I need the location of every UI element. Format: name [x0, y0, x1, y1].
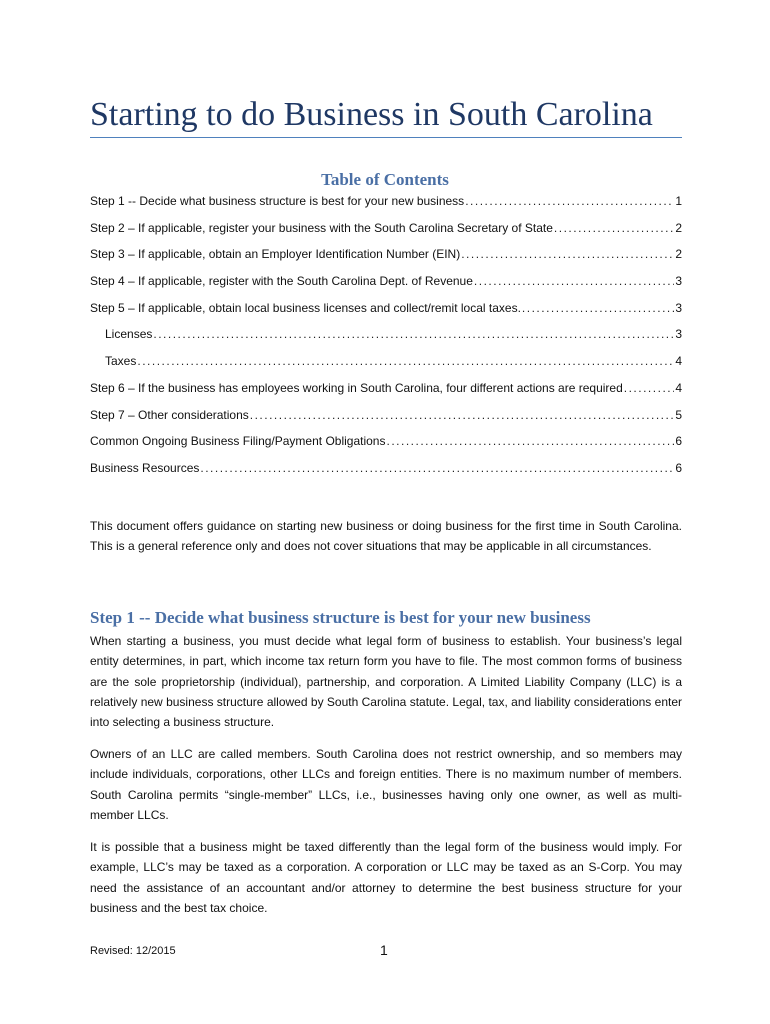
toc-leader-dots — [200, 461, 674, 475]
toc-entry-page: 3 — [675, 327, 682, 342]
toc-leader-dots — [474, 274, 674, 288]
toc-leader-dots — [624, 381, 675, 395]
document-title: Starting to do Business in South Carolina — [90, 96, 653, 133]
table-of-contents — [90, 194, 682, 488]
toc-entry-business-resources[interactable] — [90, 461, 682, 488]
page-number: 1 — [380, 942, 388, 958]
step-1-paragraph-3: It is possible that a business might be taxed differently than the legal form of the business would imply. For example, LLC’s may be taxed as a corporation. A corporation or LLC may be taxed as an S-Corp. You may need the assistance of an accountant and/or attorney to determine the best business structure for your business and the best tax choice. — [90, 840, 682, 915]
step-1-paragraph-2: Owners of an LLC are called members. South Carolina does not restrict ownership, and so members may include individuals, corporations, other LLCs and foreign entities. There is no maximum number of members. South Carolina permits “single-member” LLCs, i.e., businesses having only one owner, as well as multi-member LLCs. — [90, 747, 682, 822]
step-1-heading: Step 1 -- Decide what business structure is best for your new business — [90, 608, 591, 627]
toc-entry-text: Step 1 -- Decide what business structure is best for your new business — [90, 194, 465, 208]
toc-heading: Table of Contents — [321, 170, 449, 189]
toc-entry-page: 3 — [675, 274, 682, 289]
toc-leader-dots — [522, 301, 674, 315]
toc-entry-page: 6 — [675, 460, 682, 475]
intro-paragraph: This document offers guidance on starting new business or doing business for the first time in South Carolina. This is a general reference only and does not cover situations that may be applicable in all circumstances. — [90, 519, 682, 554]
toc-entry-step-1[interactable] — [90, 194, 682, 221]
toc-entry-step-5[interactable] — [90, 301, 682, 328]
toc-leader-dots — [137, 354, 674, 368]
toc-entry-text: Taxes — [105, 354, 137, 369]
toc-entry-page: 3 — [675, 300, 682, 315]
toc-entry-text: Step 5 – If applicable, obtain local business licenses and collect/remit local taxes. — [90, 300, 521, 315]
step-1-paragraph-1: When starting a business, you must decide what legal form of business to establish. Your business’s legal entity determines, in part, which income tax return form you have to file. The most common forms of business are the sole proprietorship (individual), partnership, and corporation. A Limited Liability Company (LLC) is a relatively new business structure allowed by South Carolina statute. Legal, tax, and liability considerations enter into selecting a business structure. — [90, 634, 682, 730]
title-underline — [90, 137, 682, 138]
toc-leader-dots — [250, 408, 675, 422]
toc-entry-step-6[interactable] — [90, 381, 682, 408]
toc-entry-licenses[interactable] — [90, 327, 682, 354]
toc-entry-page: 2 — [675, 220, 682, 235]
toc-entry-text: Licenses — [105, 327, 153, 342]
toc-entry-step-2[interactable] — [90, 221, 682, 248]
toc-entry-page: 2 — [675, 247, 682, 262]
toc-leader-dots — [465, 194, 674, 208]
toc-leader-dots — [554, 221, 674, 235]
toc-entry-text: Step 7 – Other considerations — [90, 407, 249, 422]
toc-entry-page: 4 — [675, 354, 682, 369]
toc-entry-step-3[interactable] — [90, 247, 682, 274]
toc-entry-step-4[interactable] — [90, 274, 682, 301]
toc-entry-text: Common Ongoing Business Filing/Payment Obligations — [90, 434, 386, 449]
toc-leader-dots — [386, 434, 674, 448]
toc-leader-dots — [461, 247, 674, 261]
toc-entry-ongoing-obligations[interactable] — [90, 434, 682, 461]
toc-entry-page: 6 — [675, 434, 682, 449]
toc-entry-text: Step 2 – If applicable, register your business with the South Carolina Secretary of State — [90, 220, 553, 235]
revised-date: Revised: 12/2015 — [90, 945, 176, 957]
toc-entry-text: Step 6 – If the business has employees working in South Carolina, four different actions are required — [90, 380, 623, 395]
toc-entry-taxes[interactable] — [90, 354, 682, 381]
toc-entry-page: 1 — [675, 194, 682, 208]
toc-entry-text: Step 3 – If applicable, obtain an Employer Identification Number (EIN) — [90, 247, 461, 262]
toc-entry-page: 4 — [675, 380, 682, 395]
toc-entry-step-7[interactable] — [90, 408, 682, 435]
toc-entry-text: Step 4 – If applicable, register with the South Carolina Dept. of Revenue — [90, 274, 473, 289]
toc-entry-page: 5 — [675, 407, 682, 422]
toc-entry-text: Business Resources — [90, 460, 200, 475]
toc-leader-dots — [153, 327, 674, 341]
